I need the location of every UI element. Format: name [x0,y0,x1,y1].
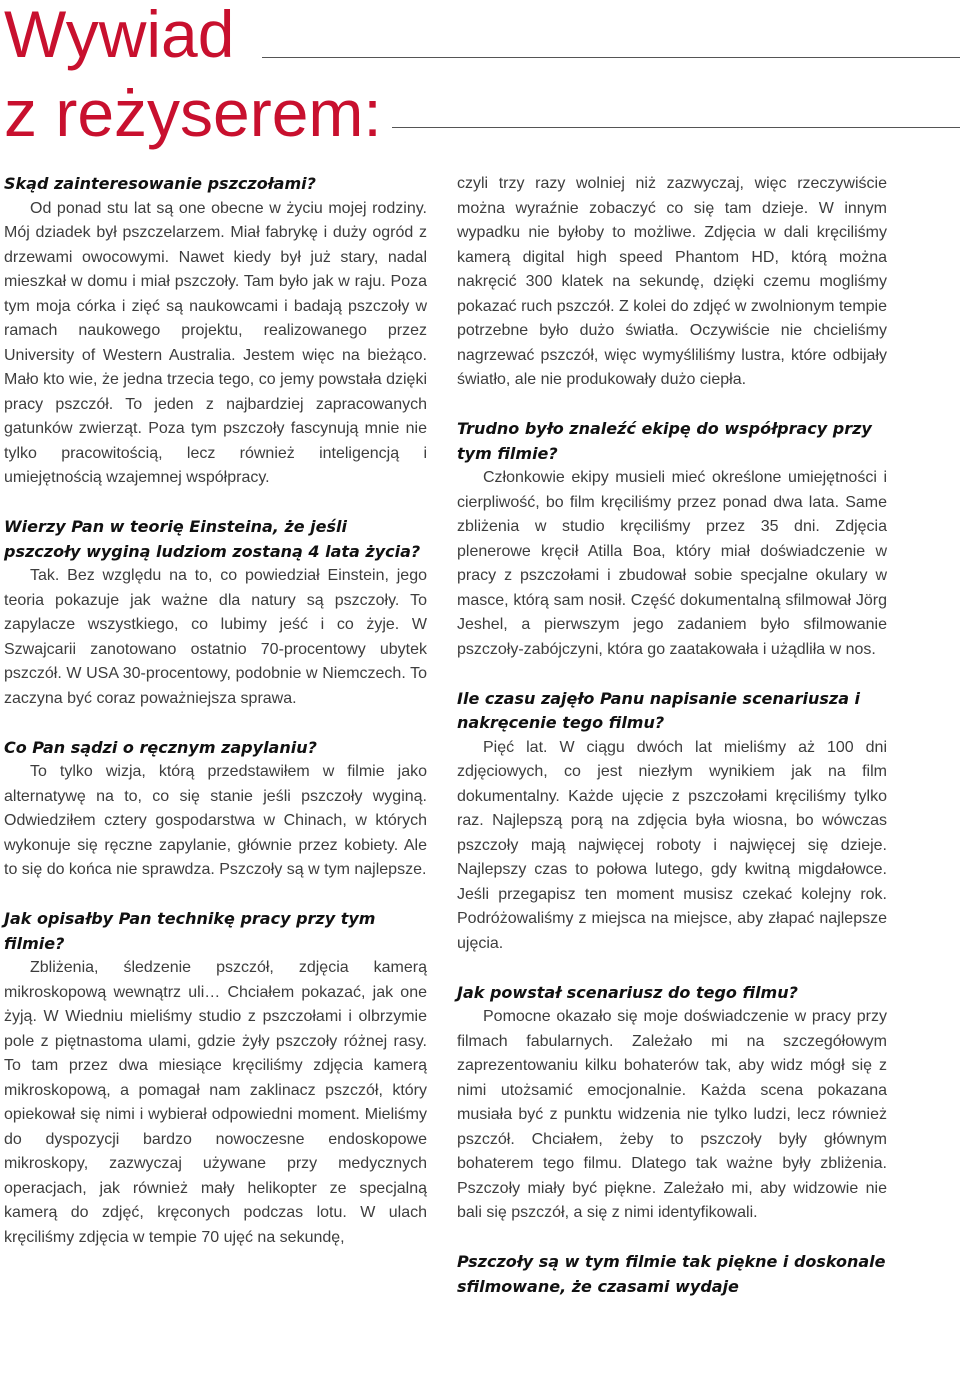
answer-2: Tak. Bez względu na to, co powiedział Einstein, jego teoria pokazuje jak ważne dla natury są pszczoły. To zapylacze wszystkiego, co lubimy jeść i co żyje. W Szwajcarii zanotowano ostatnio 70-procentowy ubytek pszczół. W USA 30-procentowy, podobnie w Niemczech. To zaczyna być coraz poważniejsza sprawa. [4,567,427,707]
question-1: Skąd zainteresowanie pszczołami? [4,174,316,193]
title-rule-1 [262,57,960,58]
answer-1: Od ponad stu lat są one obecne w życiu mojej rodziny. Mój dziadek był pszczelarzem. Miał fabrykę i duży ogród z drzewami owocowymi. Nawet kiedy był już stary, nadal mieszkał w domu i miał pszczoły. Tam było jak w raju. Poza tym moja córka i zięć są naukowcami i badają pszczoły w ramach naukowego projektu, realizowanego przez University of Western Australia. Jestem więc na bieżąco. Mało kto wie, że jedna trzecia tego, co jemy powstała dzięki pracy pszczół. To jeden z najbardziej zapracowanych gatunków zwierząt. Poza tym pszczoły fascynują mnie nie tylko pracowitością, lecz również inteligencją i umiejętnością wzajemnej współpracy. [4,199,427,486]
question-8: Pszczoły są w tym filmie tak piękne i doskonale sfilmowane, że czasami wydaje [457,1252,886,1296]
title-rule-2 [392,127,960,128]
question-7: Jak powstał scenariusz do tego filmu? [457,982,798,1002]
left-column [4,172,427,1250]
answer-4-continuation: czyli trzy razy wolniej niż zazwyczaj, więc rzeczywiście można wyraźnie zobaczyć co się tam dzieje. W innym wypadku nie byłoby to możliwe. Zdjęcia w dali kręciliśmy kamerą digital high speed Phantom HD, którą można nakręcić 300 klatek na sekundę, dzięki czemu mogliśmy pokazać ruch pszczół. Z kolei do zdjęć w zwolnionym tempie potrzebne było dużo światła. Oczywiście nie chcieliśmy nagrzewać pszczół, więc wymyśliliśmy lustra, które odbijały światło, ale nie produkowały dużo ciepła. [457,175,887,388]
right-column [457,172,887,1299]
answer-4: Zbliżenia, śledzenie pszczół, zdjęcia kamerą mikroskopową wewnątrz uli… Chciałem pokazać, jak one żyją. W Wiedniu mieliśmy studio z pszczołami i olbrzymie pole z piętnastoma ulami, gdzie żyły pszczoły różnej rasy. To tam przez dwa miesiące kręciliśmy zdjęcia kamerą mikroskopową, a pomagał nam zaklinacz pszczół, który opiekował się nimi i wybierał odpowiedni moment. Mieliśmy do dyspozycji bardzo nowoczesne endoskopowe mikroskopy, zazwyczaj używane przy medycznych operacjach, jak również mały helikopter ze specjalną kamerą do zdjęć, kręconych podczas lotu. W ulach kręciliśmy zdjęcia w tempie 70 ujęć na sekundę, [4,959,427,1246]
question-4: Jak opisałby Pan technikę pracy przy tym filmie? [4,909,376,953]
page-title-line-1: Wywiad [4,0,235,71]
question-5: Trudno było znaleźć ekipę do współpracy przy tym filmie? [457,419,872,463]
answer-3: To tylko wizja, którą przedstawiłem w filmie jako alternatywę na to, co się stanie jeśli pszczoły wyginą. Odwiedziłem cztery gospodarstwa w Chinach, w których wykonuje się ręczne zapylanie, głównie przez kobiety. Ale to się do końca nie sprawdza. Pszczoły są w tym najlepsze. [4,763,427,878]
answer-7: Pomocne okazało się moje doświadczenie w pracy przy filmach fabularnych. Zależało mi na szczegółowym zaprezentowaniu kilku bohaterów tak, aby widz mógł się z nimi utożsamić emocjonalnie. Każda scena pokazana musiała być z punktu widzenia nie tylko ludzi, lecz również pszczół. Chciałem, żeby to pszczoły były głównym bohaterem tego filmu. Dlatego tak ważne były zbliżenia. Pszczoły miały być piękne. Zależało mi, aby widzowie nie bali się pszczół, a się z nimi identyfikowali. [457,1008,887,1221]
answer-6: Pięć lat. W ciągu dwóch lat mieliśmy aż 100 dni zdjęciowych, co jest niezłym wynikiem jak na film dokumentalny. Każde ujęcie z pszczołami kręciliśmy tylko raz. Najlepszą porą na zdjęcia była wiosna, bo wówczas pszczoły mają najwięcej roboty i najwięcej się dzieje. Najlepszy czas to połowa lutego, gdy kwitną migdałowce. Jeśli przegapisz ten moment musisz czekać kolejny rok. Podróżowaliśmy z miejsca na miejsce, aby złapać najlepsze ujęcia. [457,738,887,952]
question-2: Wierzy Pan w teorię Einsteina, że jeśli pszczoły wyginą ludziom zostaną 4 lata życia? [4,517,421,561]
question-3: Co Pan sądzi o ręcznym zapylaniu? [4,737,317,757]
answer-5: Członkowie ekipy musieli mieć określone umiejętności i cierpliwość, bo film kręciliśmy przez ponad dwa lata. Same zbliżenia w studio kręciliśmy przez 35 dni. Zdjęcia plenerowe kręcił Atilla Boa, który miał doświadczenie w pracy z pszczołami i zbudował sobie specjalne okulary w masce, którą sam nosił. Część dokumentalną sfilmował Jörg Jeshel, a pierwszym jego zadaniem było sfilmowanie pszczoły-zabójczyni, która go zaatakowała i użądliła w nos. [457,469,887,658]
page-title-line-2: z reżyserem: [4,76,382,150]
question-6: Ile czasu zajęło Panu napisanie scenariusza i nakręcenie tego filmu? [457,688,861,732]
